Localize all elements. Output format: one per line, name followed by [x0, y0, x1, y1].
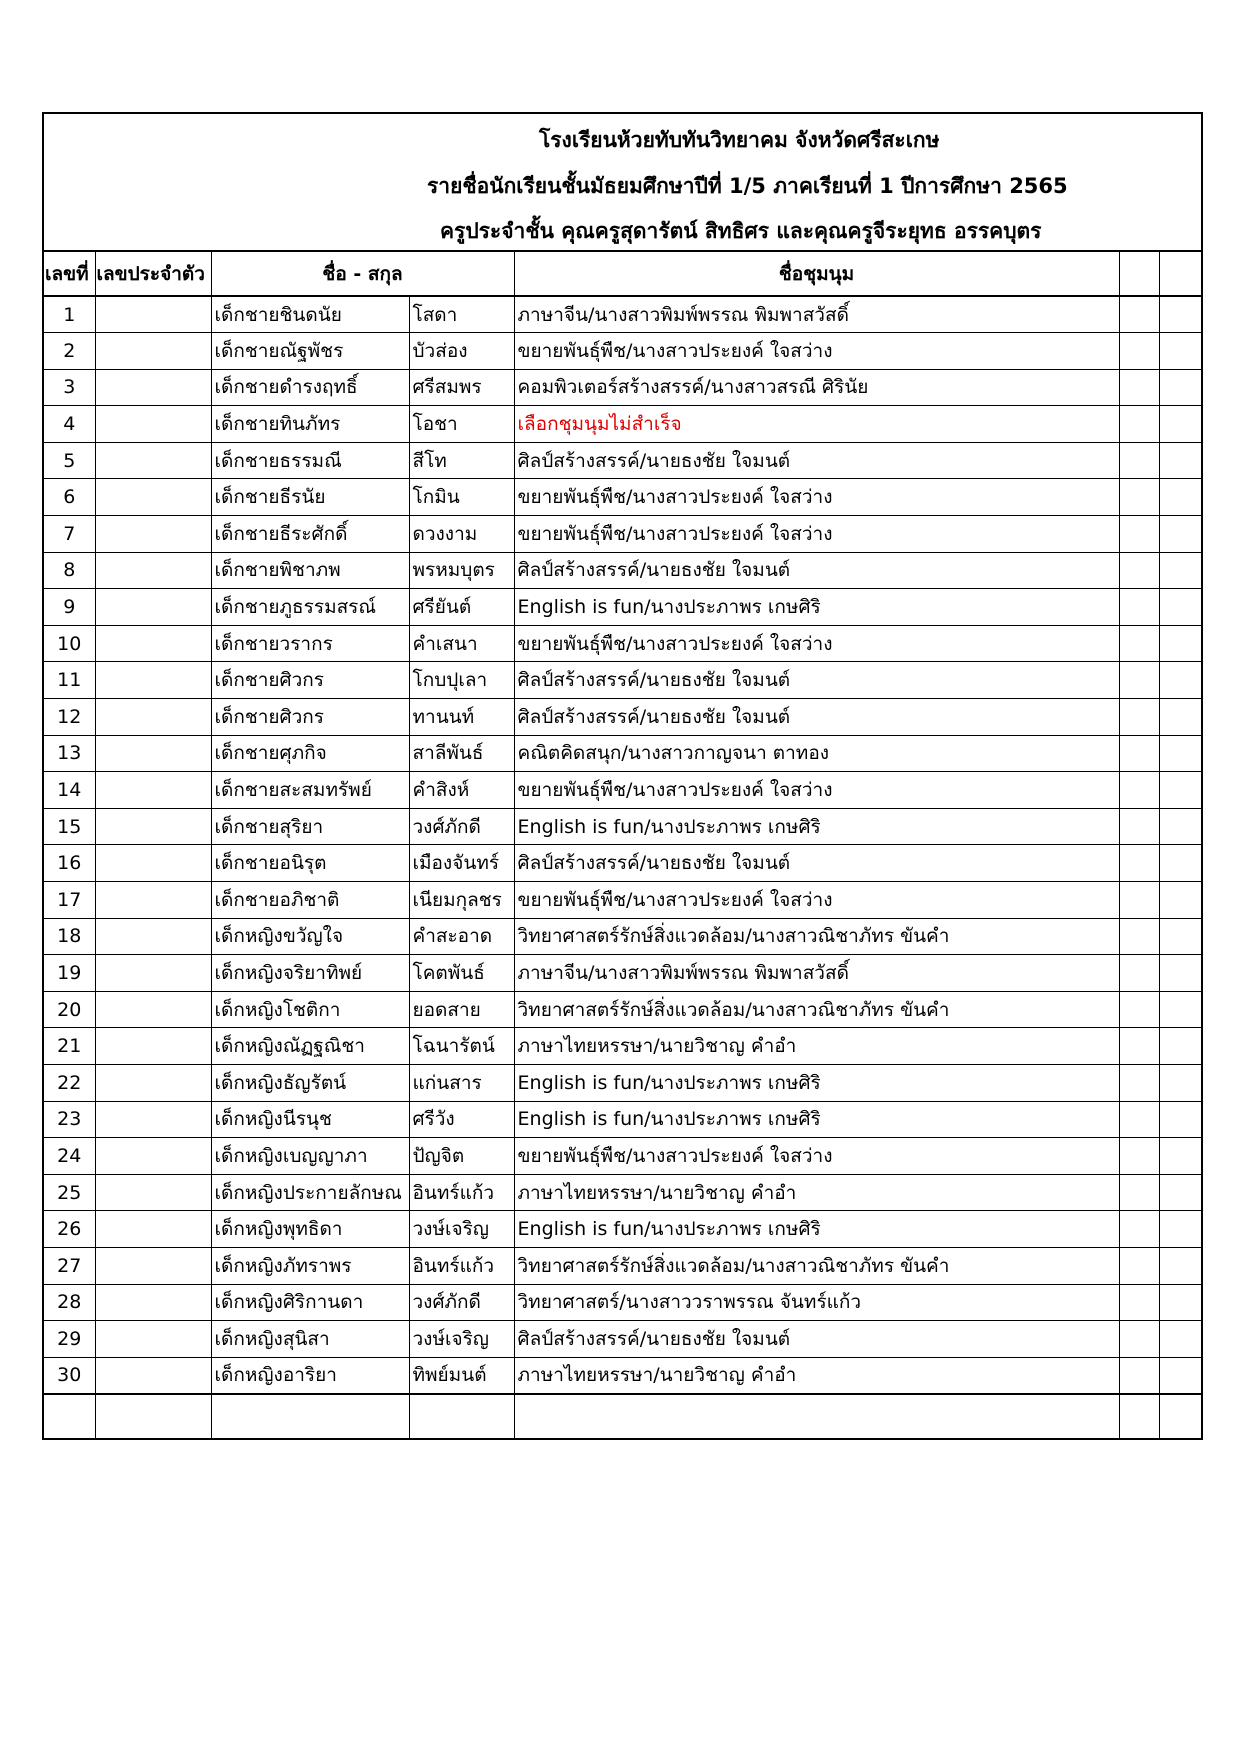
row-extra-2: [1159, 406, 1201, 443]
row-extra-1: [1119, 845, 1159, 882]
row-student-id: [95, 333, 211, 370]
row-first-name: เด็กชายวรากร: [211, 625, 409, 662]
blank-cell: [211, 1394, 409, 1438]
row-extra-2: [1159, 1064, 1201, 1101]
table-row: [44, 662, 1201, 699]
row-extra-2: [1159, 991, 1201, 1028]
row-student-id: [95, 406, 211, 443]
row-extra-1: [1119, 882, 1159, 919]
row-number: 10: [44, 625, 95, 662]
row-last-name: เนียมกุลชร: [409, 882, 514, 919]
blank-cell: [1119, 1394, 1159, 1438]
row-number: 9: [44, 589, 95, 626]
row-last-name: แก่นสาร: [409, 1064, 514, 1101]
row-last-name: ทิพย์มนต์: [409, 1357, 514, 1394]
row-first-name: เด็กหญิงโชติกา: [211, 991, 409, 1028]
student-list-sheet: [42, 112, 1203, 1440]
row-extra-1: [1119, 918, 1159, 955]
row-extra-1: [1119, 1101, 1159, 1138]
row-first-name: เด็กชายศิวกร: [211, 699, 409, 736]
table-row: [44, 918, 1201, 955]
table-row: [44, 808, 1201, 845]
col-header-student-id: เลขประจำตัว: [95, 252, 211, 296]
row-first-name: เด็กหญิงจริยาทิพย์: [211, 955, 409, 992]
row-number: 24: [44, 1138, 95, 1175]
row-club: คอมพิวเตอร์สร้างสรรค์/นางสาวสรณี ศิรินัย: [514, 369, 1119, 406]
table-row: [44, 516, 1201, 553]
row-extra-2: [1159, 1028, 1201, 1065]
row-number: 28: [44, 1284, 95, 1321]
table-row: [44, 625, 1201, 662]
row-club: ศิลป์สร้างสรรค์/นายธงชัย ใจมนต์: [514, 442, 1119, 479]
row-student-id: [95, 882, 211, 919]
row-extra-1: [1119, 1211, 1159, 1248]
table-row: [44, 1247, 1201, 1284]
row-student-id: [95, 1211, 211, 1248]
table-row: [44, 479, 1201, 516]
row-student-id: [95, 516, 211, 553]
row-extra-2: [1159, 333, 1201, 370]
row-first-name: เด็กหญิงขวัญใจ: [211, 918, 409, 955]
row-number: 15: [44, 808, 95, 845]
row-first-name: เด็กชายศุภกิจ: [211, 735, 409, 772]
row-last-name: บัวส่อง: [409, 333, 514, 370]
table-row: [44, 442, 1201, 479]
row-extra-2: [1159, 699, 1201, 736]
row-extra-1: [1119, 991, 1159, 1028]
row-last-name: วงศ์ภักดี: [409, 1284, 514, 1321]
row-student-id: [95, 845, 211, 882]
row-last-name: อินทร์แก้ว: [409, 1247, 514, 1284]
row-first-name: เด็กชายดำรงฤทธิ์: [211, 369, 409, 406]
row-club: English is fun/นางประภาพร เกษศิริ: [514, 1064, 1119, 1101]
row-number: 14: [44, 772, 95, 809]
row-club: ขยายพันธุ์พืช/นางสาวประยงค์ ใจสว่าง: [514, 333, 1119, 370]
table-row: [44, 1321, 1201, 1358]
row-extra-1: [1119, 955, 1159, 992]
teachers-line: ครูประจำชั้น คุณครูสุดารัตน์ สิทธิศร และคุณครูจีระยุทธ อรรคบุตร: [440, 219, 1042, 243]
row-extra-1: [1119, 296, 1159, 333]
row-extra-2: [1159, 662, 1201, 699]
row-first-name: เด็กชายธีระศักดิ์: [211, 516, 409, 553]
table-row: [44, 991, 1201, 1028]
row-extra-1: [1119, 1028, 1159, 1065]
table-row: [44, 1064, 1201, 1101]
row-club: ศิลป์สร้างสรรค์/นายธงชัย ใจมนต์: [514, 662, 1119, 699]
row-club: ขยายพันธุ์พืช/นางสาวประยงค์ ใจสว่าง: [514, 479, 1119, 516]
table-row: [44, 699, 1201, 736]
row-student-id: [95, 699, 211, 736]
row-club: ภาษาจีน/นางสาวพิมพ์พรรณ พิมพาสวัสดิ์: [514, 296, 1119, 333]
table-row: [44, 1028, 1201, 1065]
row-extra-2: [1159, 1357, 1201, 1394]
table-row: [44, 406, 1201, 443]
row-number: 20: [44, 991, 95, 1028]
row-club: ศิลป์สร้างสรรค์/นายธงชัย ใจมนต์: [514, 845, 1119, 882]
class-title: รายชื่อนักเรียนชั้นมัธยมศึกษาปีที่ 1/5 ภาคเรียนที่ 1 ปีการศึกษา 2565: [427, 174, 1068, 198]
row-last-name: ศรียันต์: [409, 589, 514, 626]
row-student-id: [95, 296, 211, 333]
table-row: [44, 772, 1201, 809]
row-first-name: เด็กหญิงเบญญาภา: [211, 1138, 409, 1175]
row-extra-2: [1159, 442, 1201, 479]
row-extra-2: [1159, 1321, 1201, 1358]
table-row: [44, 1357, 1201, 1394]
row-club: ขยายพันธุ์พืช/นางสาวประยงค์ ใจสว่าง: [514, 772, 1119, 809]
row-club: ขยายพันธุ์พืช/นางสาวประยงค์ ใจสว่าง: [514, 516, 1119, 553]
row-last-name: ยอดสาย: [409, 991, 514, 1028]
blank-cell: [514, 1394, 1119, 1438]
row-extra-2: [1159, 955, 1201, 992]
row-extra-2: [1159, 1247, 1201, 1284]
col-header-extra-1: [1119, 252, 1159, 296]
row-club: ภาษาไทยหรรษา/นายวิชาญ คำอำ: [514, 1357, 1119, 1394]
col-header-extra-2: [1159, 252, 1201, 296]
row-last-name: ทานนท์: [409, 699, 514, 736]
row-extra-2: [1159, 479, 1201, 516]
row-first-name: เด็กชายณัฐพัชร: [211, 333, 409, 370]
row-club: ศิลป์สร้างสรรค์/นายธงชัย ใจมนต์: [514, 1321, 1119, 1358]
row-number: 17: [44, 882, 95, 919]
col-header-no: เลขที่: [44, 252, 95, 296]
student-table: [44, 252, 1201, 1438]
row-student-id: [95, 369, 211, 406]
row-last-name: วงษ์เจริญ: [409, 1211, 514, 1248]
row-student-id: [95, 918, 211, 955]
row-extra-1: [1119, 1247, 1159, 1284]
row-club: ศิลป์สร้างสรรค์/นายธงชัย ใจมนต์: [514, 552, 1119, 589]
row-first-name: เด็กหญิงอาริยา: [211, 1357, 409, 1394]
row-number: 21: [44, 1028, 95, 1065]
row-extra-1: [1119, 808, 1159, 845]
row-extra-1: [1119, 589, 1159, 626]
row-first-name: เด็กหญิงพุทธิดา: [211, 1211, 409, 1248]
row-number: 8: [44, 552, 95, 589]
row-number: 3: [44, 369, 95, 406]
row-club: วิทยาศาสตร์รักษ์สิ่งแวดล้อม/นางสาวณิชาภัทร ขันคำ: [514, 918, 1119, 955]
row-number: 18: [44, 918, 95, 955]
row-first-name: เด็กชายศิวกร: [211, 662, 409, 699]
row-club: ภาษาจีน/นางสาวพิมพ์พรรณ พิมพาสวัสดิ์: [514, 955, 1119, 992]
row-extra-2: [1159, 1174, 1201, 1211]
row-extra-2: [1159, 625, 1201, 662]
row-last-name: ศรีวัง: [409, 1101, 514, 1138]
row-last-name: โคตพันธ์: [409, 955, 514, 992]
row-extra-2: [1159, 918, 1201, 955]
row-student-id: [95, 552, 211, 589]
row-club: English is fun/นางประภาพร เกษศิริ: [514, 1101, 1119, 1138]
row-extra-1: [1119, 735, 1159, 772]
row-extra-1: [1119, 1064, 1159, 1101]
row-extra-2: [1159, 1138, 1201, 1175]
table-row: [44, 735, 1201, 772]
row-student-id: [95, 808, 211, 845]
col-header-club: ชื่อชุมนุม: [514, 252, 1119, 296]
row-extra-2: [1159, 845, 1201, 882]
row-first-name: เด็กชายสะสมทรัพย์: [211, 772, 409, 809]
table-row: [44, 333, 1201, 370]
row-number: 29: [44, 1321, 95, 1358]
row-extra-1: [1119, 552, 1159, 589]
row-first-name: เด็กหญิงประกายลักษณ: [211, 1174, 409, 1211]
row-last-name: โอชา: [409, 406, 514, 443]
row-student-id: [95, 662, 211, 699]
row-club: ขยายพันธุ์พืช/นางสาวประยงค์ ใจสว่าง: [514, 1138, 1119, 1175]
row-first-name: เด็กหญิงศิริกานดา: [211, 1284, 409, 1321]
blank-row: [44, 1394, 1201, 1438]
row-first-name: เด็กชายทินภัทร: [211, 406, 409, 443]
row-student-id: [95, 1321, 211, 1358]
row-last-name: วงศ์ภักดี: [409, 808, 514, 845]
row-first-name: เด็กหญิงสุนิสา: [211, 1321, 409, 1358]
row-club: คณิตคิดสนุก/นางสาวกาญจนา ตาทอง: [514, 735, 1119, 772]
row-student-id: [95, 991, 211, 1028]
row-club: วิทยาศาสตร์/นางสาววราพรรณ จันทร์แก้ว: [514, 1284, 1119, 1321]
row-last-name: คำสิงห์: [409, 772, 514, 809]
row-number: 5: [44, 442, 95, 479]
row-number: 27: [44, 1247, 95, 1284]
blank-cell: [409, 1394, 514, 1438]
row-extra-1: [1119, 516, 1159, 553]
col-header-name: ชื่อ - สกุล: [211, 252, 514, 296]
table-row: [44, 882, 1201, 919]
row-extra-2: [1159, 772, 1201, 809]
row-first-name: เด็กชายชินดนัย: [211, 296, 409, 333]
row-student-id: [95, 1357, 211, 1394]
row-first-name: เด็กชายอภิชาติ: [211, 882, 409, 919]
row-number: 23: [44, 1101, 95, 1138]
row-last-name: ปัญจิต: [409, 1138, 514, 1175]
row-first-name: เด็กหญิงภัทราพร: [211, 1247, 409, 1284]
row-number: 12: [44, 699, 95, 736]
row-club: เลือกชุมนุมไม่สำเร็จ: [514, 406, 1119, 443]
row-number: 30: [44, 1357, 95, 1394]
row-club: ศิลป์สร้างสรรค์/นายธงชัย ใจมนต์: [514, 699, 1119, 736]
row-extra-1: [1119, 1321, 1159, 1358]
row-last-name: โกมิน: [409, 479, 514, 516]
row-number: 22: [44, 1064, 95, 1101]
table-row: [44, 955, 1201, 992]
row-extra-1: [1119, 772, 1159, 809]
row-club: English is fun/นางประภาพร เกษศิริ: [514, 589, 1119, 626]
row-number: 19: [44, 955, 95, 992]
row-club: วิทยาศาสตร์รักษ์สิ่งแวดล้อม/นางสาวณิชาภัทร ขันคำ: [514, 991, 1119, 1028]
row-last-name: โกบปุเลา: [409, 662, 514, 699]
row-first-name: เด็กชายธรรมณี: [211, 442, 409, 479]
row-first-name: เด็กชายธีรนัย: [211, 479, 409, 516]
row-extra-1: [1119, 333, 1159, 370]
row-number: 26: [44, 1211, 95, 1248]
row-extra-2: [1159, 589, 1201, 626]
row-first-name: เด็กชายอนิรุต: [211, 845, 409, 882]
row-extra-1: [1119, 1138, 1159, 1175]
row-first-name: เด็กชายสุริยา: [211, 808, 409, 845]
row-student-id: [95, 1028, 211, 1065]
row-extra-2: [1159, 735, 1201, 772]
row-club: ขยายพันธุ์พืช/นางสาวประยงค์ ใจสว่าง: [514, 882, 1119, 919]
row-last-name: วงษ์เจริญ: [409, 1321, 514, 1358]
blank-cell: [44, 1394, 95, 1438]
row-last-name: คำสะอาด: [409, 918, 514, 955]
row-extra-2: [1159, 1101, 1201, 1138]
row-student-id: [95, 1138, 211, 1175]
row-student-id: [95, 479, 211, 516]
row-extra-1: [1119, 699, 1159, 736]
table-row: [44, 1211, 1201, 1248]
row-number: 6: [44, 479, 95, 516]
row-extra-1: [1119, 1357, 1159, 1394]
school-title: โรงเรียนห้วยทับทันวิทยาคม จังหวัดศรีสะเกษ: [539, 128, 940, 152]
row-student-id: [95, 735, 211, 772]
table-header-row: [44, 252, 1201, 296]
row-extra-1: [1119, 662, 1159, 699]
row-club: วิทยาศาสตร์รักษ์สิ่งแวดล้อม/นางสาวณิชาภัทร ขันคำ: [514, 1247, 1119, 1284]
row-first-name: เด็กชายพิชาภพ: [211, 552, 409, 589]
row-number: 25: [44, 1174, 95, 1211]
row-extra-2: [1159, 1211, 1201, 1248]
row-extra-1: [1119, 369, 1159, 406]
row-first-name: เด็กชายภูธรรมสรณ์: [211, 589, 409, 626]
table-row: [44, 1138, 1201, 1175]
row-last-name: สาลีพันธ์: [409, 735, 514, 772]
row-club: English is fun/นางประภาพร เกษศิริ: [514, 1211, 1119, 1248]
row-extra-2: [1159, 552, 1201, 589]
table-row: [44, 552, 1201, 589]
row-last-name: ดวงงาม: [409, 516, 514, 553]
table-row: [44, 845, 1201, 882]
row-number: 7: [44, 516, 95, 553]
row-extra-1: [1119, 1174, 1159, 1211]
row-extra-1: [1119, 406, 1159, 443]
row-student-id: [95, 442, 211, 479]
row-extra-2: [1159, 369, 1201, 406]
row-extra-2: [1159, 882, 1201, 919]
table-row: [44, 296, 1201, 333]
row-student-id: [95, 1174, 211, 1211]
table-row: [44, 589, 1201, 626]
row-extra-2: [1159, 1284, 1201, 1321]
row-extra-1: [1119, 625, 1159, 662]
row-extra-2: [1159, 516, 1201, 553]
blank-cell: [95, 1394, 211, 1438]
title-block: [44, 114, 1201, 252]
row-extra-2: [1159, 808, 1201, 845]
row-extra-1: [1119, 479, 1159, 516]
row-first-name: เด็กหญิงธัญรัตน์: [211, 1064, 409, 1101]
row-club: ภาษาไทยหรรษา/นายวิชาญ คำอำ: [514, 1028, 1119, 1065]
row-club: ภาษาไทยหรรษา/นายวิชาญ คำอำ: [514, 1174, 1119, 1211]
row-extra-1: [1119, 1284, 1159, 1321]
row-number: 16: [44, 845, 95, 882]
row-extra-1: [1119, 442, 1159, 479]
row-first-name: เด็กหญิงนีรนุช: [211, 1101, 409, 1138]
row-student-id: [95, 589, 211, 626]
row-number: 2: [44, 333, 95, 370]
table-row: [44, 1284, 1201, 1321]
row-student-id: [95, 625, 211, 662]
row-last-name: โฉนารัตน์: [409, 1028, 514, 1065]
row-number: 11: [44, 662, 95, 699]
row-number: 1: [44, 296, 95, 333]
row-student-id: [95, 772, 211, 809]
row-last-name: โสดา: [409, 296, 514, 333]
row-first-name: เด็กหญิงณัฏฐณิชา: [211, 1028, 409, 1065]
row-student-id: [95, 1101, 211, 1138]
row-last-name: อินทร์แก้ว: [409, 1174, 514, 1211]
row-student-id: [95, 955, 211, 992]
row-club: ขยายพันธุ์พืช/นางสาวประยงค์ ใจสว่าง: [514, 625, 1119, 662]
row-number: 4: [44, 406, 95, 443]
row-club: English is fun/นางประภาพร เกษศิริ: [514, 808, 1119, 845]
row-number: 13: [44, 735, 95, 772]
blank-cell: [1159, 1394, 1201, 1438]
row-student-id: [95, 1247, 211, 1284]
table-row: [44, 1101, 1201, 1138]
row-last-name: พรหมบุตร: [409, 552, 514, 589]
row-last-name: สีโท: [409, 442, 514, 479]
table-row: [44, 369, 1201, 406]
row-extra-2: [1159, 296, 1201, 333]
row-last-name: เมืองจันทร์: [409, 845, 514, 882]
row-student-id: [95, 1064, 211, 1101]
row-last-name: คำเสนา: [409, 625, 514, 662]
table-row: [44, 1174, 1201, 1211]
row-last-name: ศรีสมพร: [409, 369, 514, 406]
row-student-id: [95, 1284, 211, 1321]
